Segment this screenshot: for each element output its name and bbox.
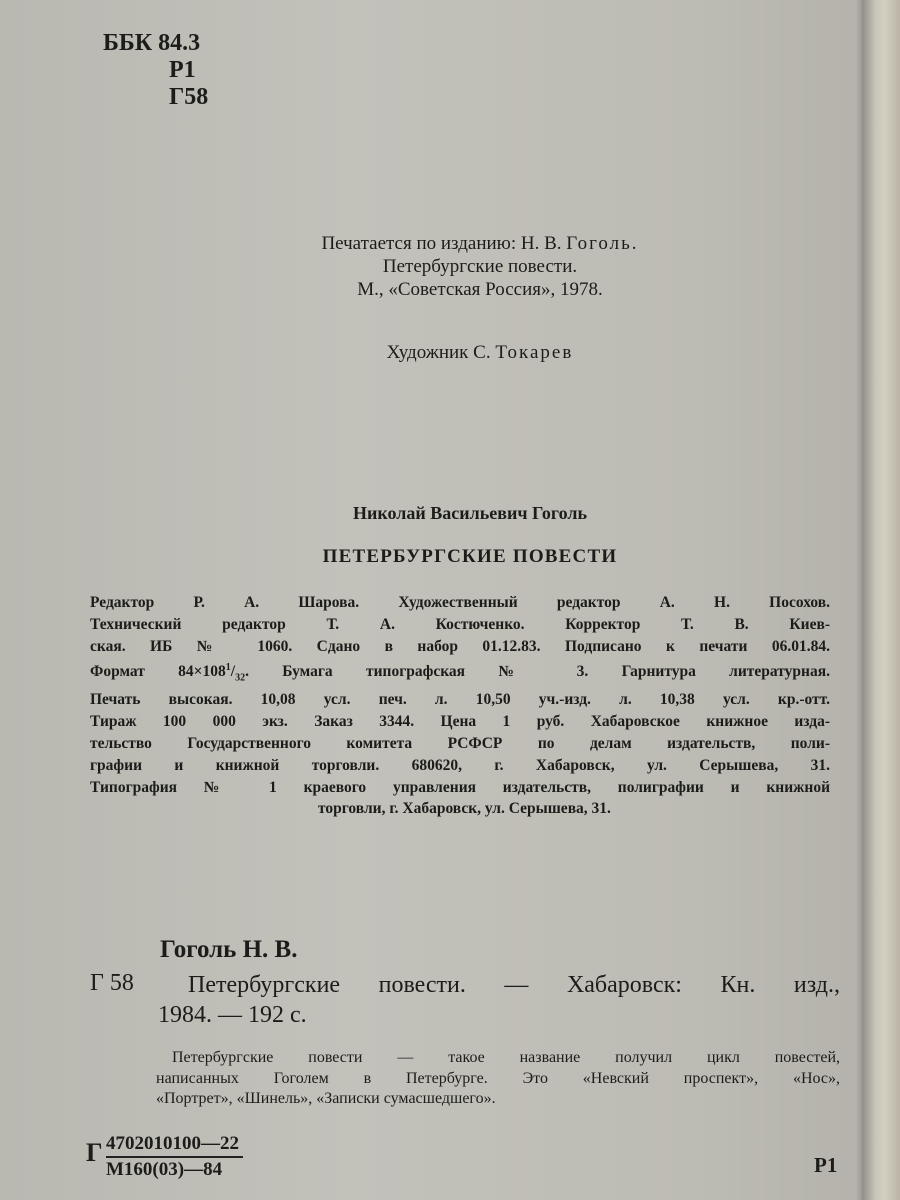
annotation-line: написанных Гоголем в Петербурге. Это «Невский проспект», «Нос», (156, 1069, 840, 1087)
page-edge (862, 0, 900, 1200)
imprint-line: торговли, г. Хабаровск, ул. Серышева, 31. (318, 800, 611, 818)
bbk-block (103, 30, 208, 111)
catalog-author: Гоголь Н. В. (160, 936, 298, 963)
artist-credit (180, 342, 780, 364)
source-line-1-prefix: Печатается по изданию: Н. В. (321, 233, 562, 254)
source-author: Гоголь. (566, 233, 639, 254)
catalog-line: 1984. — 192 с. (158, 1002, 307, 1028)
imprint-line: Тираж 100 000 экз. Заказ 3344. Цена 1 руб. Хабаровское книжное изда- (90, 713, 830, 731)
bbk-line-1: ББК 84.3 (103, 30, 201, 56)
format-fraction-numerator: 1 (225, 662, 231, 674)
source-edition (180, 232, 780, 301)
annotation-line: «Портрет», «Шинель», «Записки сумасшедшего». (156, 1090, 496, 1107)
source-line-1 (180, 232, 780, 255)
imprint-line: Типография № 1 краевого управления издательств, полиграфии и книжной (90, 778, 830, 796)
catalog-entry (158, 970, 840, 1030)
artist-name: Токарев (495, 342, 574, 363)
bbk-line-2: Р1 (169, 57, 196, 83)
imprint-format-line: Формат $84\times 108^1/_{32}$. Бумага типографская № 3. Гарнитура литературная. (90, 662, 830, 684)
index-code-top: 4702010100—22 (106, 1132, 243, 1158)
catalog-code: Г 58 (90, 970, 134, 996)
catalog-line: Петербургские повести. — Хабаровск: Кн. изд., (188, 972, 840, 998)
bbk-line-3: Г58 (169, 84, 209, 110)
book-title: ПЕТЕРБУРГСКИЕ ПОВЕСТИ (322, 546, 618, 567)
imprint-line: Технический редактор Т. А. Костюченко. Корректор Т. В. Киев- (90, 615, 830, 633)
source-line-3: М., «Советская Россия», 1978. (357, 279, 603, 300)
format-rest: . Бумага типографская № 3. Гарнитура литературная. (245, 663, 830, 681)
index-code-bottom: М160(03)—84 (106, 1159, 223, 1180)
artist-label: Художник С. (386, 342, 491, 363)
source-line-2: Петербургские повести. (382, 256, 578, 277)
bbk-corner-code: Р1 (814, 1153, 838, 1177)
imprint-line: тельство Государственного комитета РСФСР по делам издательств, поли- (90, 735, 830, 753)
author-full-name: Николай Васильевич Гоголь (353, 503, 587, 523)
index-letter: Г (86, 1138, 103, 1167)
imprint-line: графии и книжной торговли. 680620, г. Хабаровск, ул. Серышева, 31. (90, 756, 830, 774)
annotation (156, 1048, 840, 1110)
annotation-line: Петербургские повести — такое название получил цикл повестей, (172, 1049, 840, 1066)
imprint-line: ская. ИБ № 1060. Сдано в набор 01.12.83. Подписано к печати 06.01.84. (90, 637, 830, 655)
index-code (106, 1132, 243, 1182)
format-fraction-denominator: 32 (235, 672, 246, 684)
imprint-block (90, 592, 830, 820)
imprint-line: Редактор Р. А. Шарова. Художественный редактор А. Н. Посохов. (90, 594, 830, 611)
imprint-line: Печать высокая. 10,08 усл. печ. л. 10,50 уч.-изд. л. 10,38 усл. кр.-отт. (90, 691, 830, 709)
format-label: Формат 84×108 (90, 663, 226, 681)
